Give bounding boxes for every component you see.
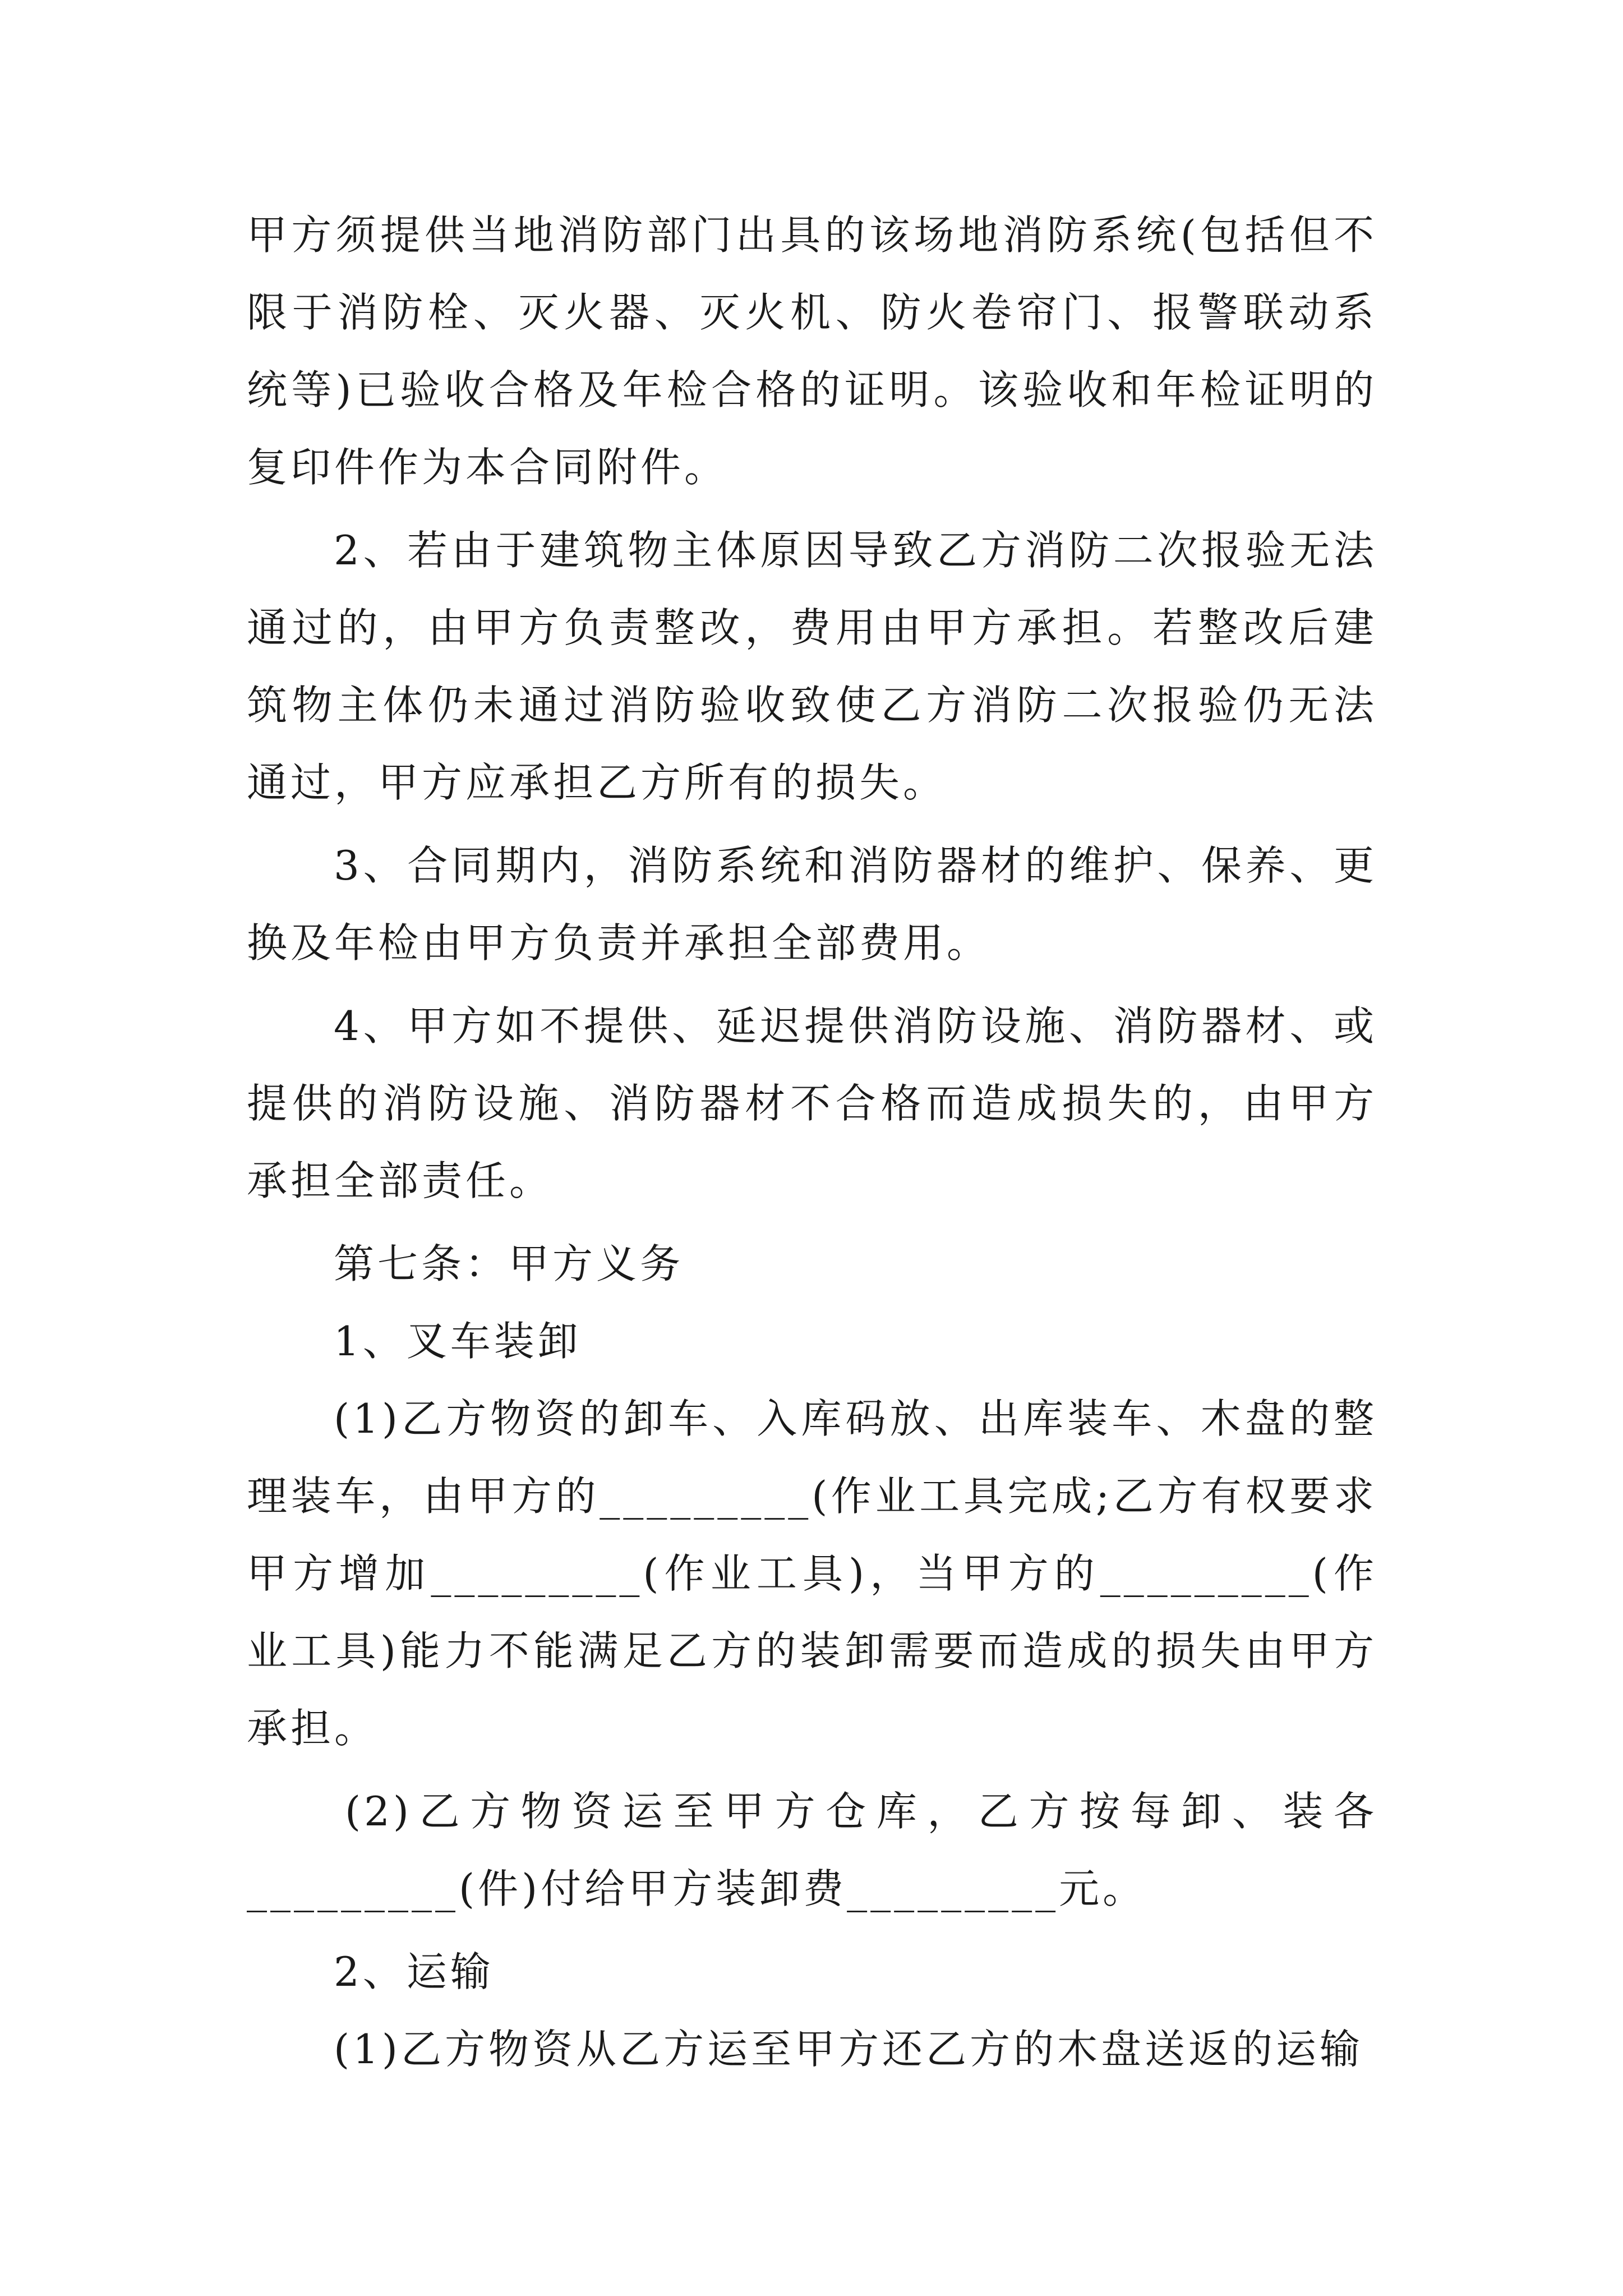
document-body (247, 196, 1377, 2088)
paragraph-transport-item-1: (1)乙方物资从乙方运至甲方还乙方的木盘送返的运输 (334, 2026, 1363, 2073)
paragraph-clause-2-rectification: 2、若由于建筑物主体原因导致乙方消防二次报验无法通过的，由甲方负责整改，费用由甲方承担。若整改后建筑物主体仍未通过消防验收致使乙方消防二次报验仍无法通过，甲方应承担乙方所有的损失。 (247, 527, 1377, 806)
subheading-forklift: 1、叉车装卸 (334, 1318, 582, 1365)
paragraph-forklift-item-1: (1)乙方物资的卸车、入库码放、出库装车、木盘的整理装车，由甲方的_________(作业工具完成;乙方有权要求甲方增加_________(作业工具)，当甲方的_________(作业工具)能力不能满足乙方的装卸需要而造成的损失由甲方承担。 (247, 1395, 1377, 1752)
paragraph-forklift-item-2: (2)乙方物资运至甲方仓库，乙方按每卸、装各_________(件)付给甲方装卸费_________元。 (247, 1788, 1377, 1912)
paragraph-clause-3-maintenance: 3、合同期内，消防系统和消防器材的维护、保养、更换及年检由甲方负责并承担全部费用。 (247, 842, 1377, 967)
paragraph-fire-certificate: 甲方须提供当地消防部门出具的该场地消防系统(包括但不限于消防栓、灭火器、灭火机、防火卷帘门、报警联动系统等)已验收合格及年检合格的证明。该验收和年检证明的复印件作为本合同附件。 (247, 211, 1377, 491)
paragraph-clause-4-liability: 4、甲方如不提供、延迟提供消防设施、消防器材、或提供的消防设施、消防器材不合格而造成损失的，由甲方承担全部责任。 (247, 1002, 1377, 1204)
subheading-transport: 2、运输 (334, 1948, 494, 1995)
section-heading-article-7: 第七条：甲方义务 (334, 1240, 684, 1287)
